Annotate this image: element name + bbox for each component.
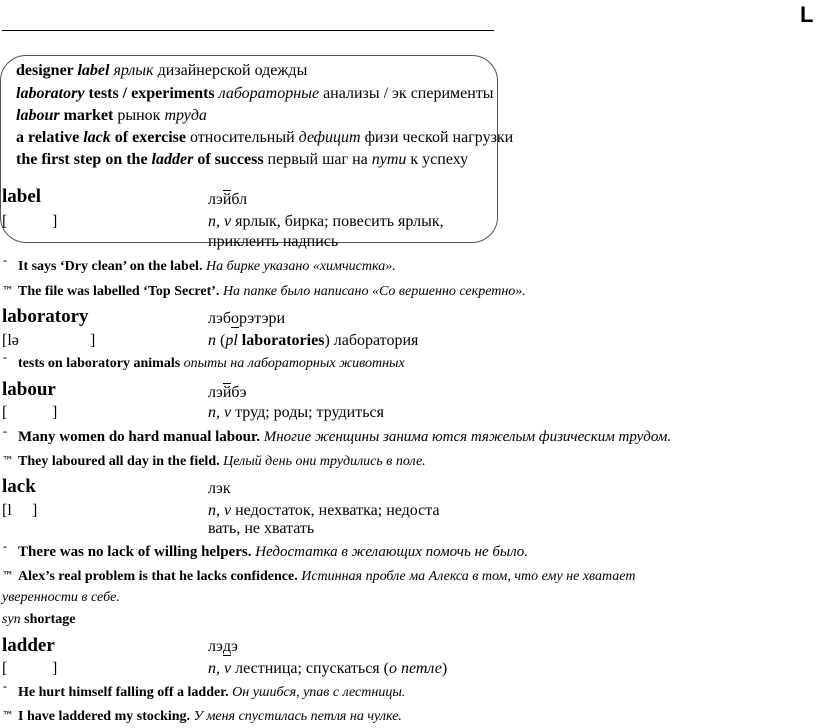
synonym-lack: syn shortage — [2, 612, 76, 627]
phrase-part: label — [77, 62, 110, 79]
pronunciation-laboratory: лэборэтэри — [208, 310, 286, 327]
phrase-part: lack — [83, 129, 111, 146]
headword-ladder: ladder — [2, 635, 55, 656]
headword-labour: labour — [2, 379, 56, 400]
page-letter: L — [800, 2, 814, 27]
phrase-part: лабораторные — [214, 85, 320, 102]
example-labour-1: ˉ Many women do hard manual labour. Многие женщины занима ются тяжелым физическим трудом. — [2, 429, 672, 445]
phrase-part: laboratory — [16, 85, 85, 102]
phrase-part: первый шаг на — [263, 151, 372, 168]
example-labour-2: ™ They laboured all day in the field. Целый день они трудились в поле. — [2, 454, 426, 469]
transcription-open: [lə — [2, 332, 19, 349]
translation-laboratory: n (pl laboratories) лаборатория — [208, 332, 419, 349]
headword-laboratory: laboratory — [2, 306, 89, 327]
translation-labour: n, v труд; роды; трудиться — [208, 404, 384, 421]
translation-ladder: n, v лестница; спускаться (о петле) — [208, 660, 448, 677]
phrase-part: of exercise — [110, 129, 186, 146]
phrase-part: анализы / эк сперименты — [319, 85, 494, 102]
transcription-open: [ — [2, 404, 8, 421]
pronunciation-labour: лэйбэ — [208, 384, 247, 401]
phrase-part: дизайнерской одежды — [153, 62, 308, 79]
pronunciation-ladder: лэдэ — [208, 638, 238, 655]
phrase-line — [16, 62, 307, 80]
translation-label: n, v ярлык, бирка; повесить ярлык, — [208, 213, 444, 230]
example-ladder-2: ™ I have laddered my stocking. У меня спустилась петля на чулке. — [2, 709, 402, 724]
phrase-part: к успеху — [406, 151, 469, 168]
transcription-close: ] — [52, 404, 58, 421]
top-divider — [2, 30, 494, 31]
phrase-part: пути — [371, 151, 407, 168]
phrase-part: designer — [16, 62, 78, 79]
phrase-part: market — [59, 107, 114, 124]
transcription-open: [l — [2, 502, 12, 519]
phrase-part: ярлык — [109, 62, 154, 79]
transcription-open: [ — [2, 213, 8, 230]
phrase-line — [16, 85, 494, 103]
headword-label: label — [2, 186, 42, 207]
phrase-part: a relative — [16, 129, 84, 146]
translation-lack: n, v недостаток, нехватка; недоста — [208, 502, 440, 519]
phrase-part: относительный — [186, 129, 299, 146]
phrase-part: дефицит — [298, 129, 361, 146]
phrase-line — [16, 107, 207, 125]
example-lack-2: ™ Alex’s real problem is that he lacks confidence. Истинная пробле ма Алекса в том, что ему не хватает — [2, 569, 636, 584]
translation-lack-cont: вать, не хватать — [208, 520, 315, 537]
phrase-part: рынок — [113, 107, 165, 124]
headword-lack: lack — [2, 476, 36, 497]
phrase-part: of success — [193, 151, 264, 168]
phrase-part: the first step on the — [16, 151, 152, 168]
transcription-open: [ — [2, 660, 8, 677]
pronunciation-lack: лэк — [208, 480, 231, 497]
phrase-part: физи ческой нагрузки — [360, 129, 514, 146]
transcription-close: ] — [90, 332, 96, 349]
example-label-1: ˉ It says ‘Dry clean’ on the label. На бирке указано «химчистка». — [2, 259, 396, 274]
example-lack-1: ˉ There was no lack of willing helpers. Недостатка в желающих помочь не было. — [2, 544, 529, 560]
transcription-close: ] — [52, 213, 58, 230]
example-lack-2-cont: уверенности в себе. — [2, 590, 120, 605]
transcription-close: ] — [52, 660, 58, 677]
pronunciation-label: лэйбл — [208, 191, 248, 208]
transcription-close: ] — [32, 502, 38, 519]
phrase-part: ladder — [151, 151, 194, 168]
translation-label-cont: приклеить надпись — [208, 233, 339, 250]
phrase-part: труда — [164, 107, 207, 124]
example-ladder-1: ˉ He hurt himself falling off a ladder. Он ушибся, упав с лестницы. — [2, 685, 406, 700]
phrase-line — [16, 151, 468, 169]
phrase-line — [16, 129, 513, 147]
example-label-2: ™ The file was labelled ‘Top Secret’. На папке было написано «Со вершенно секретно». — [2, 284, 526, 299]
phrase-part: labour — [16, 107, 60, 124]
phrase-part: tests / experiments — [84, 85, 215, 102]
example-laboratory-1: ˉ tests on laboratory animals опыты на лабораторных животных — [2, 356, 405, 371]
